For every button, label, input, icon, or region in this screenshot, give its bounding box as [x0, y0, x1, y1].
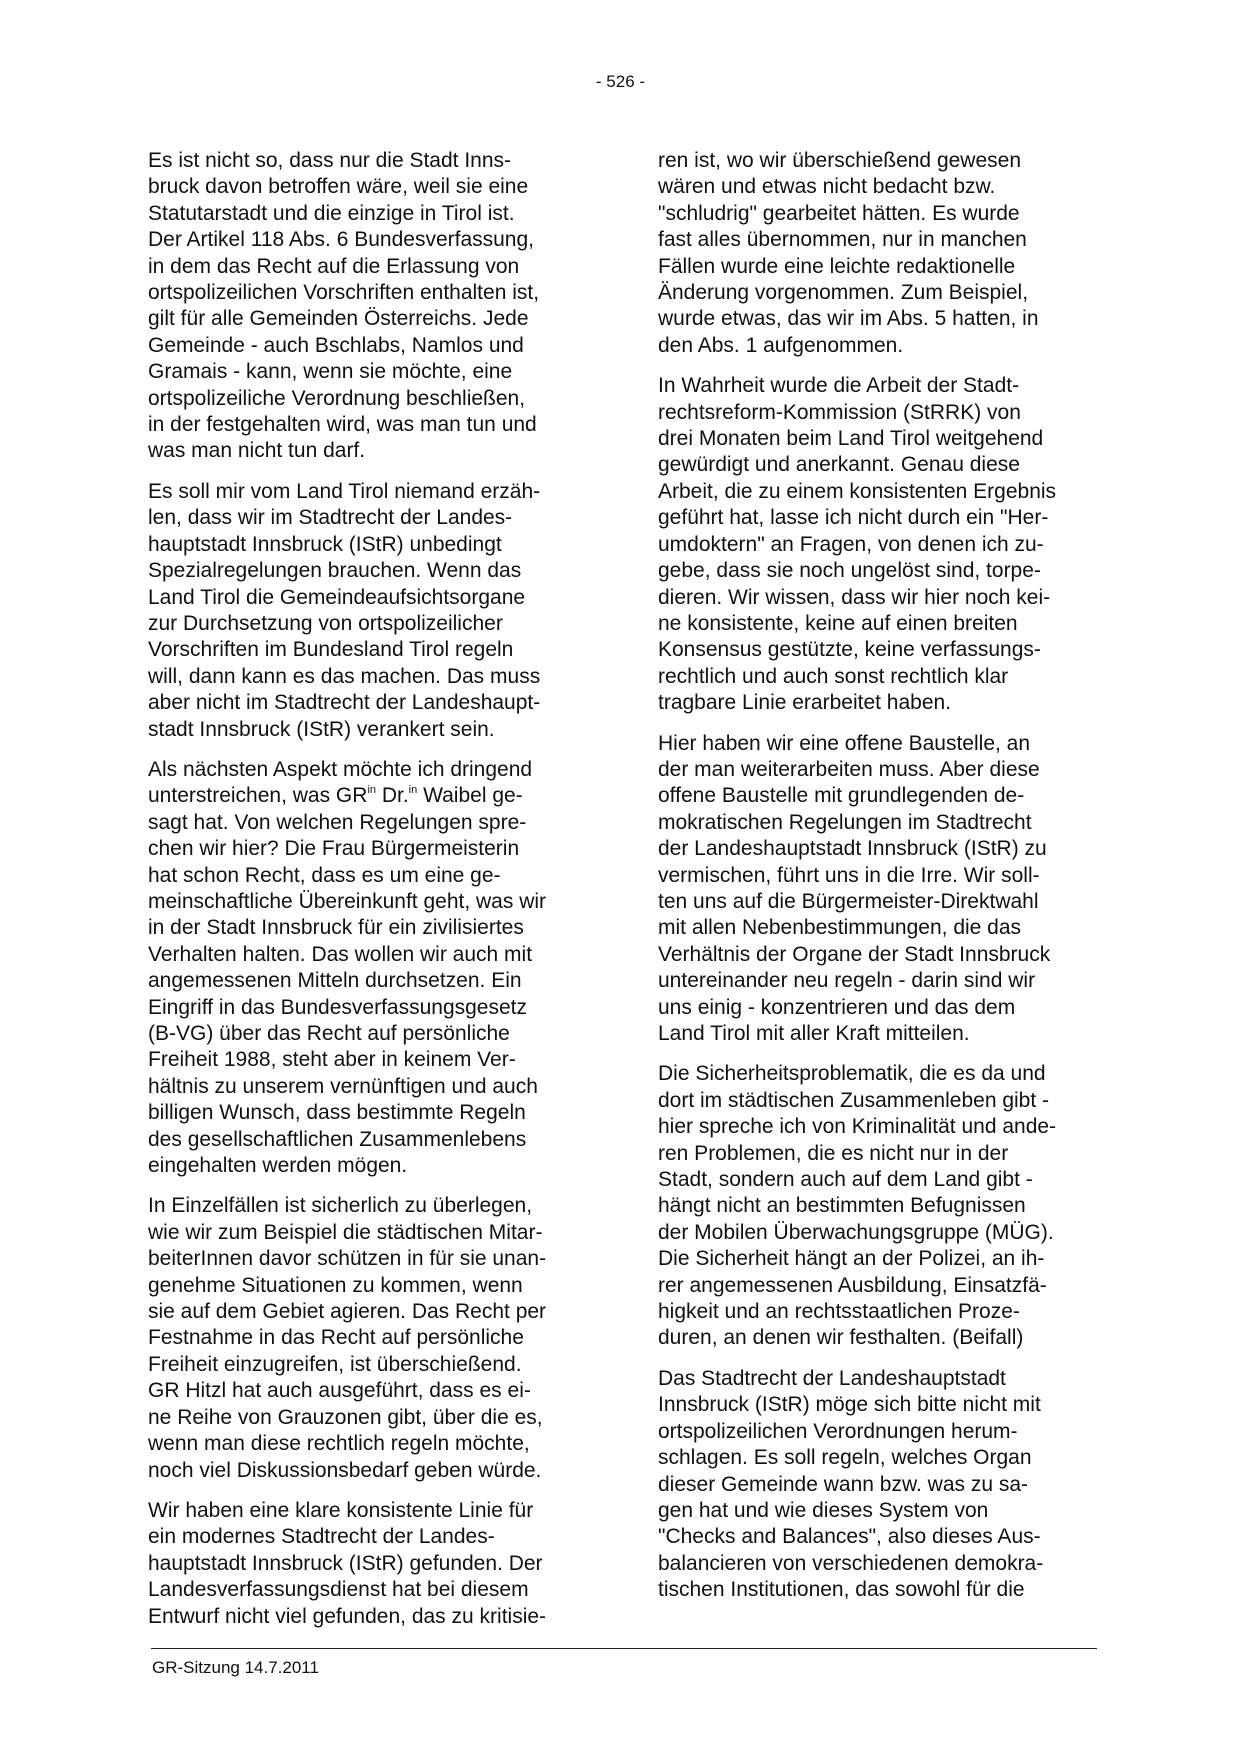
text-line: Land Tirol die Gemeindeaufsichtsorgane	[148, 585, 526, 609]
text-line: angemessenen Mitteln durchsetzen. Ein	[148, 969, 522, 993]
text-line: rechtsreform-Kommission (StRRK) von	[658, 400, 1021, 424]
text-line: len, dass wir im Stadtrecht der Landes-	[148, 506, 513, 530]
paragraph	[148, 148, 590, 465]
text-line: Verhältnis der Organe der Stadt Innsbruck	[658, 942, 1051, 966]
text-line: ortspolizeilichen Vorschriften enthalten ist,	[148, 281, 540, 305]
text-line: beiterInnen davor schützen in für sie unan-	[148, 1247, 547, 1271]
right-column	[658, 148, 1098, 1618]
text-line: des gesellschaftlichen Zusammenlebens	[148, 1127, 527, 1151]
text-line: ren Problemen, die es nicht nur in der	[658, 1141, 1009, 1165]
text-line: rechtlich und auch sonst rechtlich klar	[658, 664, 1009, 688]
text-line: ren ist, wo wir überschießend gewesen	[658, 149, 1022, 172]
text-line: meinschaftliche Übereinkunft geht, was wir	[148, 889, 547, 913]
text-line: in der Stadt Innsbruck für ein zivilisiertes	[148, 916, 524, 940]
text-line: Eingriff in das Bundesverfassungsgesetz	[148, 995, 528, 1019]
text-line: rer angemessenen Ausbildung, Einsatzfä-	[658, 1273, 1047, 1297]
text-line: ne Reihe von Grauzonen gibt, über die es,	[148, 1405, 543, 1429]
text-line: wenn man diese rechtlich regeln möchte,	[148, 1432, 530, 1456]
text-line: tragbare Linie erarbeitet haben.	[658, 691, 952, 715]
text-line: in der festgehalten wird, was man tun und	[148, 413, 537, 437]
text-line: Als nächsten Aspekt möchte ich dringend	[148, 757, 533, 781]
text-line: hat schon Recht, dass es um eine ge-	[148, 863, 501, 887]
text-line: schlagen. Es soll regeln, welches Organ	[658, 1446, 1032, 1470]
text-line: Änderung vorgenommen. Zum Beispiel,	[658, 281, 1029, 305]
text-line: eingehalten werden mögen.	[148, 1154, 408, 1178]
text-line: gen hat und wie dieses System von	[658, 1498, 989, 1522]
text-line: Freiheit einzugreifen, ist überschießend.	[148, 1352, 522, 1376]
text-line: In Wahrheit wurde die Arbeit der Stadt-	[658, 374, 1020, 398]
text-line: zur Durchsetzung von ortspolizeilicher	[148, 611, 503, 635]
text-line: (B-VG) über das Recht auf persönliche	[148, 1022, 510, 1045]
text-line: umdoktern" an Fragen, von denen ich zu-	[658, 532, 1044, 556]
text-line: der Landeshauptstadt Innsbruck (IStR) zu	[658, 837, 1047, 861]
text-line: sagt hat. Von welchen Regelungen spre-	[148, 810, 527, 834]
page-number: - 526 -	[595, 72, 646, 91]
text-line: Die Sicherheit hängt an der Polizei, an ih-	[658, 1247, 1045, 1271]
paragraph	[658, 1061, 1098, 1351]
text-line: billigen Wunsch, dass bestimmte Regeln	[148, 1101, 526, 1125]
text-line: balancieren von verschiedenen demokra-	[658, 1551, 1044, 1575]
text-line: ortspolizeiliche Verordnung beschließen,	[148, 386, 526, 410]
superscript: in	[408, 784, 418, 797]
text-line: der man weiterarbeiten muss. Aber diese	[658, 757, 1040, 781]
text-line: ortspolizeilichen Verordnungen herum-	[658, 1419, 1018, 1443]
text-line: Land Tirol mit aller Kraft mitteilen.	[658, 1022, 970, 1045]
text-line: Spezialregelungen brauchen. Wenn das	[148, 559, 522, 583]
text-line: Wir haben eine klare konsistente Linie für	[148, 1498, 534, 1522]
text-line: hier spreche ich von Kriminalität und ande-	[658, 1115, 1057, 1139]
text-line: Das Stadtrecht der Landeshauptstadt	[658, 1366, 1006, 1390]
text-line: GR Hitzl hat auch ausgeführt, dass es ei-	[148, 1379, 531, 1403]
text-line: In Einzelfällen ist sicherlich zu überlegen,	[148, 1194, 533, 1218]
text-line: wie wir zum Beispiel die städtischen Mitar-	[148, 1220, 543, 1244]
text-line: hauptstadt Innsbruck (IStR) gefunden. Der	[148, 1551, 543, 1575]
text-line: sie auf dem Gebiet agieren. Das Recht per	[148, 1300, 547, 1324]
text-line: Festnahme in das Recht auf persönliche	[148, 1326, 524, 1350]
superscript: in	[367, 784, 376, 797]
paragraph	[658, 731, 1098, 1048]
text-line: Statutarstadt und die einzige in Tirol ist.	[148, 201, 515, 225]
paragraph	[658, 373, 1098, 716]
text-line: geführt hat, lasse ich nicht durch ein "Her-	[658, 506, 1049, 530]
paragraph	[658, 1366, 1098, 1604]
text-line: duren, an denen wir festhalten. (Beifall)	[658, 1326, 1024, 1350]
text-line: fast alles übernommen, nur in manchen	[658, 228, 1027, 252]
text-line: Stadt, sondern auch auf dem Land gibt -	[658, 1168, 1033, 1192]
text-line: dort im städtischen Zusammenleben gibt -	[658, 1088, 1050, 1112]
text-line: mokratischen Regelungen im Stadtrecht	[658, 810, 1032, 834]
paragraph	[148, 757, 590, 1180]
text-line: Gemeinde - auch Bschlabs, Namlos und	[148, 333, 524, 357]
text-line: Verhalten halten. Das wollen wir auch mit	[148, 942, 533, 966]
left-column	[148, 148, 590, 1644]
text-line: Es ist nicht so, dass nur die Stadt Inns-	[148, 149, 512, 172]
text-line: hängt nicht an bestimmten Befugnissen	[658, 1194, 1026, 1218]
text-line: Entwurf nicht viel gefunden, das zu kritisie-	[148, 1604, 547, 1628]
text-line: Fällen wurde eine leichte redaktionelle	[658, 254, 1016, 278]
text-line: untereinander neu regeln - darin sind wir	[658, 969, 1036, 993]
paragraph	[148, 479, 590, 743]
text-line: vermischen, führt uns in die Irre. Wir soll-	[658, 863, 1040, 887]
text-line: gebe, dass sie noch ungelöst sind, torpe-	[658, 559, 1041, 583]
text-line: aber nicht im Stadtrecht der Landeshaupt-	[148, 691, 541, 715]
footer-session-date: GR-Sitzung 14.7.2011	[152, 1658, 319, 1677]
text-line: "schludrig" gearbeitet hätten. Es wurde	[658, 201, 1020, 225]
footer-divider	[151, 1648, 1097, 1649]
text-line: dieren. Wir wissen, dass wir hier noch kei-	[658, 585, 1051, 609]
text-line: bruck davon betroffen wäre, weil sie eine	[148, 175, 529, 199]
text-line: higkeit und an rechtsstaatlichen Proze-	[658, 1300, 1020, 1324]
text-line: hauptstadt Innsbruck (IStR) unbedingt	[148, 532, 502, 556]
text-line: der Mobilen Überwachungsgruppe (MÜG).	[658, 1220, 1054, 1244]
text-line: was man nicht tun darf.	[148, 439, 366, 463]
text-line: ein modernes Stadtrecht der Landes-	[148, 1525, 495, 1549]
text-line: genehme Situationen zu kommen, wenn	[148, 1273, 523, 1297]
text-line: Vorschriften im Bundesland Tirol regeln	[148, 638, 514, 662]
text-line: den Abs. 1 aufgenommen.	[658, 333, 904, 357]
text-line: Hier haben wir eine offene Baustelle, an	[658, 731, 1031, 755]
text-line: "Checks and Balances", also dieses Aus-	[658, 1525, 1041, 1549]
text-line: drei Monaten beim Land Tirol weitgehend	[658, 427, 1044, 451]
text-line: mit allen Nebenbestimmungen, die das	[658, 916, 1022, 940]
text-line: wurde etwas, das wir im Abs. 5 hatten, in	[658, 307, 1039, 331]
text-line: chen wir hier? Die Frau Bürgermeisterin	[148, 837, 520, 861]
paragraph	[658, 148, 1098, 359]
text-line: unterstreichen, was $GR^{in}$ Dr.$^{in}$ Waibel ge-	[148, 784, 523, 808]
text-line: Die Sicherheitsproblematik, die es da und	[658, 1062, 1046, 1086]
text-line: Der Artikel 118 Abs. 6 Bundesverfassung,	[148, 228, 534, 252]
text-line: stadt Innsbruck (IStR) verankert sein.	[148, 717, 495, 741]
text-line: Freiheit 1988, steht aber in keinem Ver-	[148, 1048, 516, 1072]
text-line: dieser Gemeinde wann bzw. was zu sa-	[658, 1472, 1029, 1496]
text-line: Landesverfassungsdienst hat bei diesem	[148, 1578, 529, 1602]
text-line: tischen Institutionen, das sowohl für die	[658, 1578, 1025, 1602]
text-line: uns einig - konzentrieren und das dem	[658, 995, 1016, 1019]
paragraph	[148, 1193, 590, 1483]
text-line: hältnis zu unserem vernünftigen und auch	[148, 1074, 538, 1098]
text-line: Konsensus gestützte, keine verfassungs-	[658, 638, 1041, 662]
text-line: gewürdigt und anerkannt. Genau diese	[658, 453, 1020, 477]
text-line: noch viel Diskussionsbedarf geben würde.	[148, 1458, 542, 1482]
text-line: Innsbruck (IStR) möge sich bitte nicht mit	[658, 1393, 1041, 1417]
paragraph	[148, 1498, 590, 1630]
text-line: ne konsistente, keine auf einen breiten	[658, 611, 1018, 635]
text-line: Es soll mir vom Land Tirol niemand erzäh-	[148, 479, 541, 503]
text-line: ten uns auf die Bürgermeister-Direktwahl	[658, 889, 1039, 913]
text-line: in dem das Recht auf die Erlassung von	[148, 254, 520, 278]
text-line: Gramais - kann, wenn sie möchte, eine	[148, 360, 513, 384]
text-line: offene Baustelle mit grundlegenden de-	[658, 784, 1025, 808]
text-line: Arbeit, die zu einem konsistenten Ergebnis	[658, 479, 1057, 503]
text-line: wären und etwas nicht bedacht bzw.	[658, 175, 996, 199]
text-line: gilt für alle Gemeinden Österreichs. Jede	[148, 307, 529, 331]
text-line: will, dann kann es das machen. Das muss	[148, 664, 541, 688]
